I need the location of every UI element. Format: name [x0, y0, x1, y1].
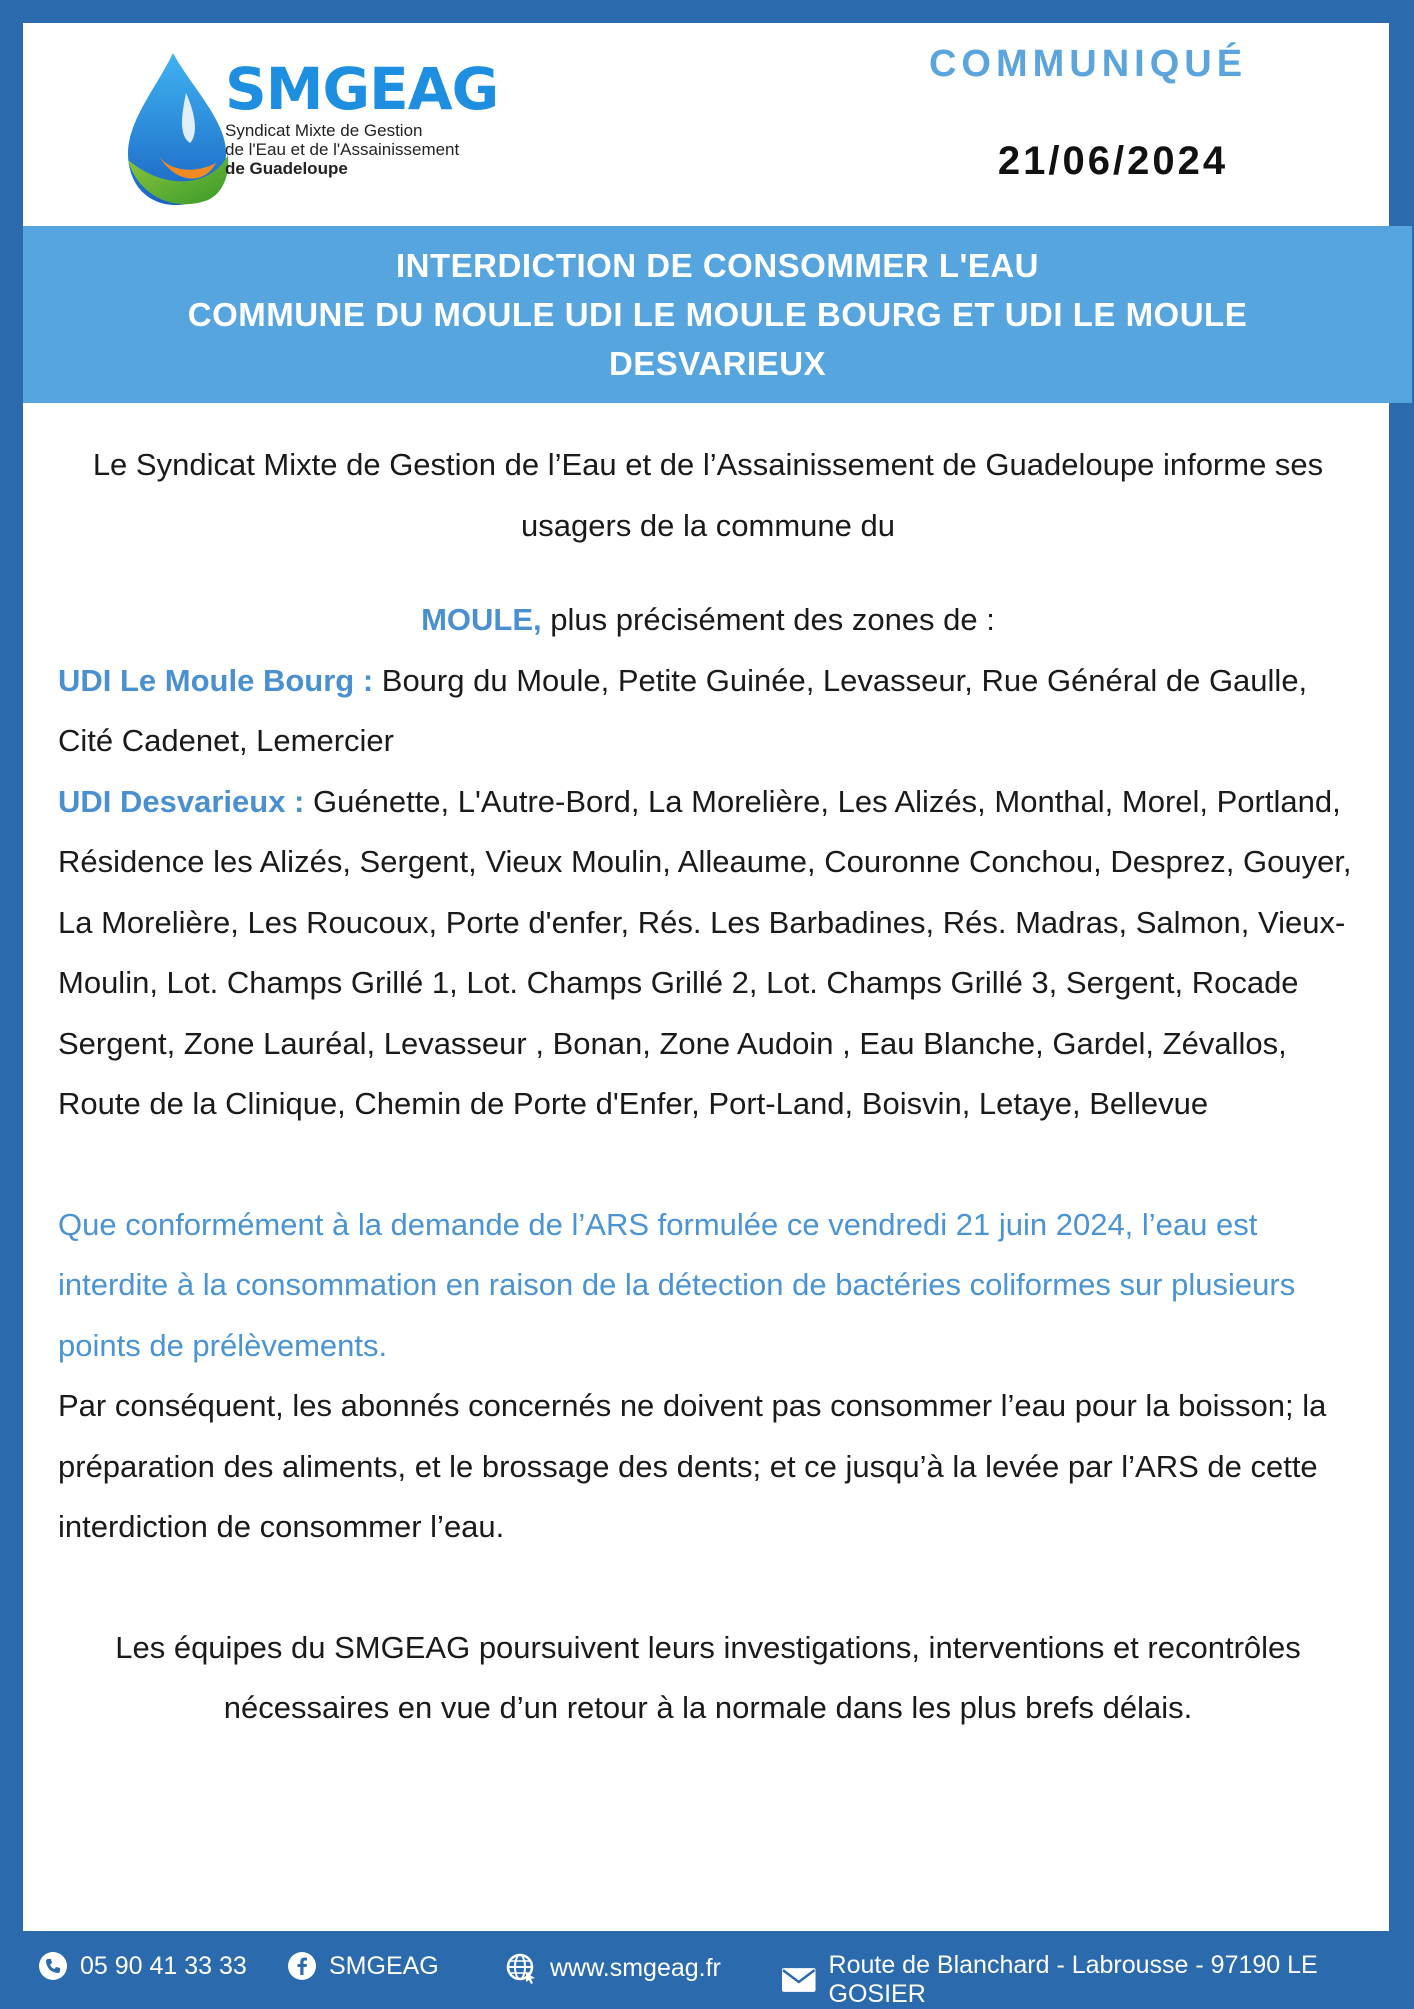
- document-page: [23, 23, 1389, 1931]
- banner-line-3: DESVARIEUX: [608, 345, 827, 382]
- commune-line: MOULE, plus précisément des zones de :: [421, 602, 995, 637]
- facebook-icon: [287, 1951, 317, 1981]
- globe-icon: [504, 1951, 538, 1985]
- brand-subtitle: Syndicat Mixte de Gestion de l'Eau et de l'Assainissement de Guadeloupe: [225, 121, 460, 178]
- footer-bar: [0, 1931, 1414, 2008]
- consequence-paragraph: Par conséquent, les abonnés concernés ne doivent pas consommer l’eau pour la boisson; la préparation des aliments, et le brossage des dents; et ce jusqu’à la levée par l’ARS de cette interdiction de consommer l’eau.: [58, 1388, 1327, 1544]
- banner-line-2: COMMUNE DU MOULE UDI LE MOULE BOURG ET UDI LE MOULE: [187, 296, 1248, 333]
- footer-phone[interactable]: 05 90 41 33 33: [38, 1951, 247, 1981]
- intro-paragraph: Le Syndicat Mixte de Gestion de l’Eau et de l’Assainissement de Guadeloupe informe ses usagers de la commune du: [92, 447, 1324, 543]
- brand-name: SMGEAG: [225, 55, 499, 123]
- mail-icon: [781, 1967, 817, 1993]
- banner-line-1: INTERDICTION DE CONSOMMER L'EAU: [395, 247, 1039, 284]
- footer-facebook[interactable]: SMGEAG: [287, 1951, 439, 1981]
- document-date: 21/06/2024: [997, 139, 1229, 183]
- closing-paragraph: Les équipes du SMGEAG poursuivent leurs investigations, interventions et recontrôles nécessaires en vue d’un retour à la normale dans les plus brefs délais.: [115, 1629, 1301, 1725]
- udi-moule-bourg: UDI Le Moule Bourg : Bourg du Moule, Petite Guinée, Levasseur, Rue Général de Gaulle, Cité Cadenet, Lemercier: [58, 662, 1308, 758]
- footer-address: Route de Blanchard - Labrousse - 97190 LE GOSIER: [781, 1951, 1414, 2009]
- document-type: COMMUNIQUÉ: [928, 43, 1248, 85]
- udi-desvarieux: UDI Desvarieux : Guénette, L'Autre-Bord, La Morelière, Les Alizés, Monthal, Morel, Portland, Résidence les Alizés, Sergent, Vieux Moulin, Alleaume, Couronne Conchou, Desprez, Gouyer, La Morelière, Les Roucoux, Porte d'enfer, Rés. Les Barbadines, Rés. Madras, Salmon, Vieux-Moulin, Lot. Champs Grillé 1, Lot. Champs Grillé 2, Lot. Champs Grillé 3, Sergent, Rocade Sergent, Zone Lauréal, Levasseur , Bonan, Zone Audoin , Eau Blanche, Gardel, Zévallos, Route de la Clinique, Chemin de Porte d'Enfer, Port-Land, Boisvin, Letaye, Bellevue: [58, 783, 1352, 1121]
- communique-body: [58, 435, 1358, 1739]
- ars-notice: Que conformément à la demande de l’ARS formulée ce vendredi 21 juin 2024, l’eau est interdite à la consommation en raison de la détection de bactéries coliformes sur plusieurs points de prélèvements.: [58, 1206, 1296, 1363]
- title-banner: [23, 226, 1412, 403]
- footer-website[interactable]: www.smgeag.fr: [504, 1951, 721, 1985]
- phone-icon: [38, 1951, 68, 1981]
